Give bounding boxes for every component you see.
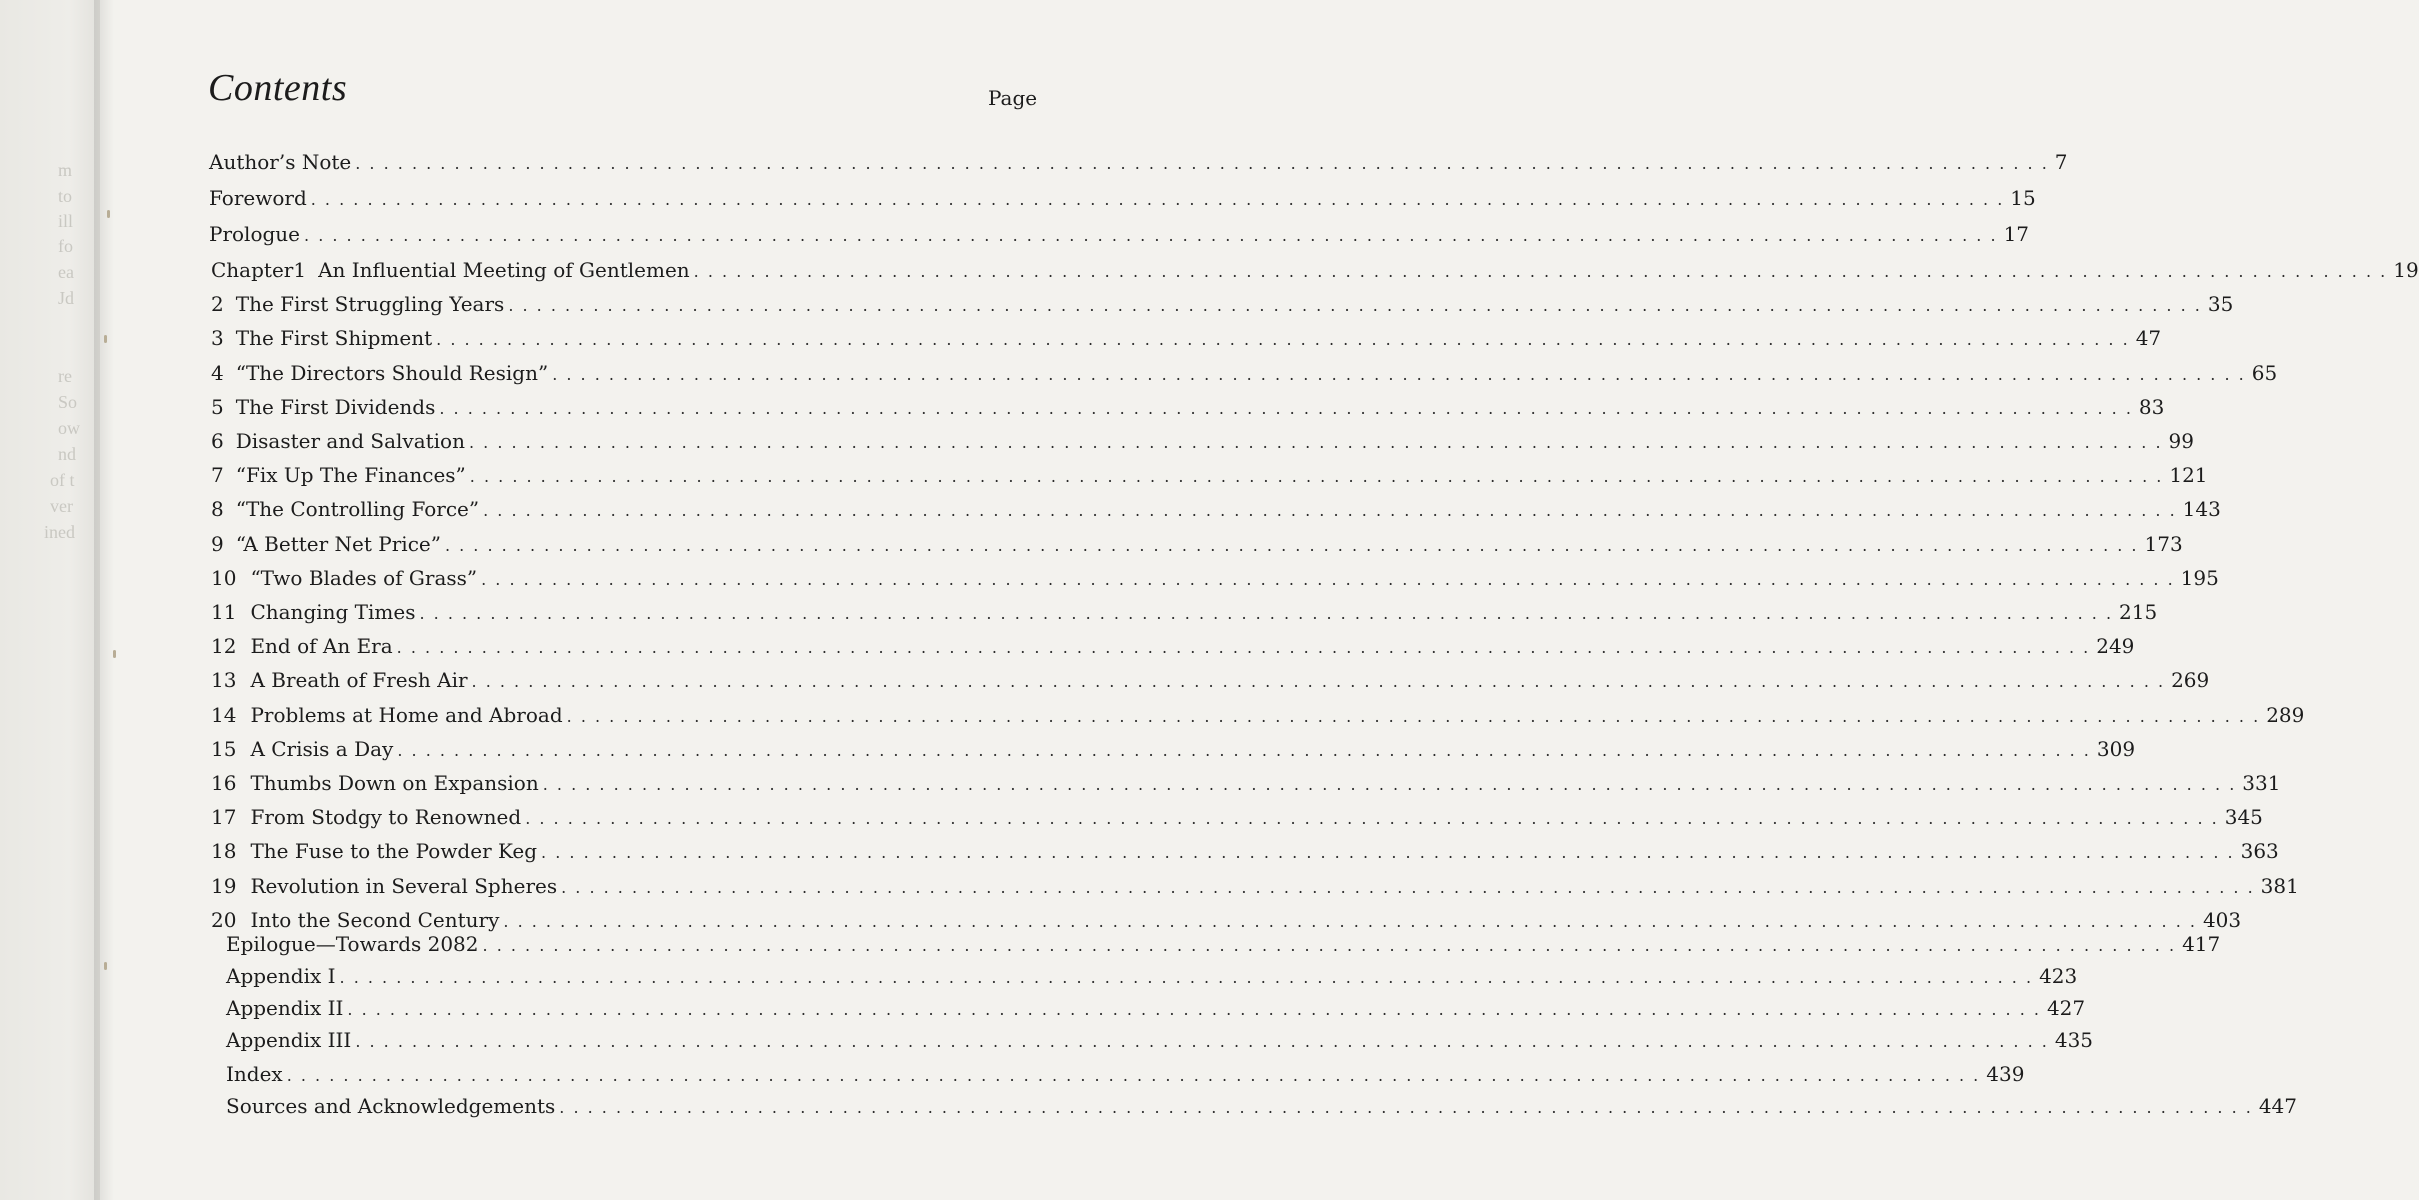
chapter-number: 20 <box>211 908 237 932</box>
dot-leader: . . . . . . . . . . . . . . . . . . . . . . . . . . . . . . . . . . . . . . . . . . . . . . . . . . . . . . . . . . . . . . . . . . . . . . . . . . . . . . . . . . . . . . . . . . . . . . . . . . . . . . . . . . . . . . . . . . . . . . . . <box>561 878 2255 897</box>
toc-page-number: 47 <box>2135 326 2162 350</box>
toc-page-number: 427 <box>2046 996 2086 1020</box>
chapter-number: 5 <box>211 395 224 419</box>
toc-page-number: 363 <box>2240 839 2279 863</box>
toc-entry <box>209 222 2030 246</box>
toc-page-number: 15 <box>2010 186 2036 210</box>
chapter-number: 12 <box>211 634 237 658</box>
chapter-title: “The Directors Should Resign” <box>235 361 549 385</box>
chapter-number: 15 <box>211 737 237 761</box>
toc-page-number: 65 <box>2251 361 2278 385</box>
toc-entry <box>209 186 2036 210</box>
dot-leader: . . . . . . . . . . . . . . . . . . . . . . . . . . . . . . . . . . . . . . . . . . . . . . . . . . . . . . . . . . . . . . . . . . . . . . . . . . . . . . . . . . . . . . . . . . . . . . . . . . . . . . . . . . . . . . . . . . . . . . . . <box>304 226 1998 245</box>
chapter-number: 7 <box>211 463 224 487</box>
toc-entry <box>211 668 2210 692</box>
chapter-title: “The Controlling Force” <box>235 497 480 521</box>
chapter-number: 8 <box>211 497 224 521</box>
toc-page-number: 99 <box>2168 429 2194 453</box>
toc-entry <box>211 839 2279 863</box>
chapter-number: 2 <box>211 292 224 316</box>
chapter-prefix: Chapter <box>211 258 294 282</box>
dot-leader: . . . . . . . . . . . . . . . . . . . . . . . . . . . . . . . . . . . . . . . . . . . . . . . . . . . . . . . . . . . . . . . . . . . . . . . . . . . . . . . . . . . . . . . . . . . . . . . . . . . . . . . . . . . . . . . . . . . . . . . . <box>286 1066 1981 1085</box>
toc-entry <box>209 150 2068 174</box>
toc-page-number: 195 <box>2180 566 2219 590</box>
dot-leader: . . . . . . . . . . . . . . . . . . . . . . . . . . . . . . . . . . . . . . . . . . . . . . . . . . . . . . . . . . . . . . . . . . . . . . . . . . . . . . . . . . . . . . . . . . . . . . . . . . . . . . . . . . . . . . . . . . . . . . . . <box>566 707 2261 726</box>
facing-page-text: So <box>58 392 78 412</box>
toc-page-number: 17 <box>2003 222 2030 246</box>
toc-page-number: 143 <box>2182 497 2221 521</box>
chapter-title: “A Better Net Price” <box>235 532 441 556</box>
toc-page-number: 121 <box>2169 463 2208 487</box>
dot-leader: . . . . . . . . . . . . . . . . . . . . . . . . . . . . . . . . . . . . . . . . . . . . . . . . . . . . . . . . . . . . . . . . . . . . . . . . . . . . . . . . . . . . . . . . . . . . . . . . . . . . . . . . . . . . . . . . . . . . . . . . <box>310 190 2005 209</box>
toc-page-number: 249 <box>2096 634 2135 658</box>
toc-entry-title: Index <box>226 1062 283 1086</box>
chapter-number: 10 <box>211 566 237 590</box>
toc-page-number: 215 <box>2119 600 2158 624</box>
chapter-title: “Fix Up The Finances” <box>235 463 466 487</box>
toc-entry <box>211 634 2135 658</box>
facing-page-text: of t <box>50 470 75 490</box>
chapter-title: Changing Times <box>250 600 416 624</box>
toc-entry <box>211 703 2305 727</box>
chapter-title: Into the Second Century <box>250 908 500 932</box>
dot-leader: . . . . . . . . . . . . . . . . . . . . . . . . . . . . . . . . . . . . . . . . . . . . . . . . . . . . . . . . . . . . . . . . . . . . . . . . . . . . . . . . . . . . . . . . . . . . . . . . . . . . . . . . . . . . . . . . . . . . . . . . <box>355 154 2049 173</box>
dot-leader: . . . . . . . . . . . . . . . . . . . . . . . . . . . . . . . . . . . . . . . . . . . . . . . . . . . . . . . . . . . . . . . . . . . . . . . . . . . . . . . . . . . . . . . . . . . . . . . . . . . . . . . . . . . . . . . . . . . . . . . . <box>483 501 2177 520</box>
toc-entry <box>211 292 2234 316</box>
toc-entry <box>211 497 2221 521</box>
chapter-number: 1 <box>293 258 307 282</box>
toc-entry <box>211 429 2194 453</box>
toc-entry-title: Sources and Acknowledgements <box>226 1094 556 1118</box>
toc-page-number: 417 <box>2182 932 2221 956</box>
toc-entry <box>226 1028 2094 1052</box>
toc-entry-title: Foreword <box>209 186 307 210</box>
chapter-number: 14 <box>211 703 237 727</box>
chapter-number: 17 <box>211 805 237 829</box>
facing-page-text: ill <box>58 211 74 231</box>
dot-leader: . . . . . . . . . . . . . . . . . . . . . . . . . . . . . . . . . . . . . . . . . . . . . . . . . . . . . . . . . . . . . . . . . . . . . . . . . . . . . . . . . . . . . . . . . . . . . . . . . . . . . . . . . . . . . . . . . . . . . . . . <box>693 262 2388 281</box>
facing-page-text: ea <box>58 262 74 282</box>
toc-page-number: 19 <box>2393 258 2419 282</box>
chapter-title: “Two Blades of Grass” <box>250 566 478 590</box>
toc-entry <box>226 932 2221 956</box>
dot-leader: . . . . . . . . . . . . . . . . . . . . . . . . . . . . . . . . . . . . . . . . . . . . . . . . . . . . . . . . . . . . . . . . . . . . . . . . . . . . . . . . . . . . . . . . . . . . . . . . . . . . . . . . . . . . . . . . . . . . . . . . <box>444 536 2139 555</box>
chapter-number: 13 <box>211 668 237 692</box>
toc-page-number: 289 <box>2266 703 2305 727</box>
toc-entry <box>211 463 2208 487</box>
chapter-number: 16 <box>211 771 237 795</box>
toc-entry-title: Author’s Note <box>209 150 352 174</box>
chapter-title: The First Struggling Years <box>235 292 505 316</box>
toc-page-number: 435 <box>2054 1028 2094 1052</box>
chapter-number: 19 <box>211 874 237 898</box>
toc-page-number: 331 <box>2242 771 2281 795</box>
facing-page-text: Jd <box>58 288 75 308</box>
page-title: Contents <box>208 67 348 109</box>
chapter-title: An Influential Meeting of Gentlemen <box>318 258 690 282</box>
facing-page-text: ined <box>44 522 75 542</box>
facing-page-text: to <box>58 186 73 206</box>
dot-leader: . . . . . . . . . . . . . . . . . . . . . . . . . . . . . . . . . . . . . . . . . . . . . . . . . . . . . . . . . . . . . . . . . . . . . . . . . . . . . . . . . . . . . . . . . . . . . . . . . . . . . . . . . . . . . . . . . . . . . . . . <box>525 809 2219 828</box>
toc-entry <box>211 395 2165 419</box>
facing-page-text: fo <box>58 236 73 256</box>
dot-leader: . . . . . . . . . . . . . . . . . . . . . . . . . . . . . . . . . . . . . . . . . . . . . . . . . . . . . . . . . . . . . . . . . . . . . . . . . . . . . . . . . . . . . . . . . . . . . . . . . . . . . . . . . . . . . . . . . . . . . . . . <box>541 843 2235 862</box>
toc-entry <box>226 964 2078 988</box>
dot-leader: . . . . . . . . . . . . . . . . . . . . . . . . . . . . . . . . . . . . . . . . . . . . . . . . . . . . . . . . . . . . . . . . . . . . . . . . . . . . . . . . . . . . . . . . . . . . . . . . . . . . . . . . . . . . . . . . . . . . . . . . <box>468 433 2163 452</box>
chapter-title: A Crisis a Day <box>250 737 394 761</box>
toc-page-number: 423 <box>2039 964 2078 988</box>
toc-entry-title: Appendix I <box>226 964 336 988</box>
toc-entry <box>226 996 2086 1020</box>
chapter-number: 3 <box>211 326 224 350</box>
dot-leader: . . . . . . . . . . . . . . . . . . . . . . . . . . . . . . . . . . . . . . . . . . . . . . . . . . . . . . . . . . . . . . . . . . . . . . . . . . . . . . . . . . . . . . . . . . . . . . . . . . . . . . . . . . . . . . . . . . . . . . . . <box>439 399 2133 418</box>
dot-leader: . . . . . . . . . . . . . . . . . . . . . . . . . . . . . . . . . . . . . . . . . . . . . . . . . . . . . . . . . . . . . . . . . . . . . . . . . . . . . . . . . . . . . . . . . . . . . . . . . . . . . . . . . . . . . . . . . . . . . . . . <box>339 968 2034 987</box>
facing-page-text: ver <box>50 496 73 516</box>
dot-leader: . . . . . . . . . . . . . . . . . . . . . . . . . . . . . . . . . . . . . . . . . . . . . . . . . . . . . . . . . . . . . . . . . . . . . . . . . . . . . . . . . . . . . . . . . . . . . . . . . . . . . . . . . . . . . . . . . . . . . . . . <box>469 467 2164 486</box>
chapter-title: A Breath of Fresh Air <box>250 668 468 692</box>
facing-page-text: m <box>58 160 73 180</box>
facing-page-text: nd <box>58 444 76 464</box>
toc-entry <box>211 566 2219 590</box>
dot-leader: . . . . . . . . . . . . . . . . . . . . . . . . . . . . . . . . . . . . . . . . . . . . . . . . . . . . . . . . . . . . . . . . . . . . . . . . . . . . . . . . . . . . . . . . . . . . . . . . . . . . . . . . . . . . . . . . . . . . . . . . <box>552 365 2246 384</box>
dot-leader: . . . . . . . . . . . . . . . . . . . . . . . . . . . . . . . . . . . . . . . . . . . . . . . . . . . . . . . . . . . . . . . . . . . . . . . . . . . . . . . . . . . . . . . . . . . . . . . . . . . . . . . . . . . . . . . . . . . . . . . . <box>481 570 2175 589</box>
facing-page-text: re <box>58 366 72 386</box>
toc-entry <box>211 532 2183 556</box>
chapter-number: 9 <box>211 532 224 556</box>
toc-entry <box>211 361 2278 385</box>
toc-page-number: 309 <box>2096 737 2136 761</box>
dot-leader: . . . . . . . . . . . . . . . . . . . . . . . . . . . . . . . . . . . . . . . . . . . . . . . . . . . . . . . . . . . . . . . . . . . . . . . . . . . . . . . . . . . . . . . . . . . . . . . . . . . . . . . . . . . . . . . . . . . . . . . . <box>397 741 2091 760</box>
chapter-title: End of An Era <box>250 634 393 658</box>
toc-entry-title: Appendix III <box>226 1028 352 1052</box>
toc-page-number: 447 <box>2258 1094 2298 1118</box>
toc-page-number: 269 <box>2171 668 2210 692</box>
page-column-label: Page <box>988 86 1038 110</box>
chapter-number: 18 <box>211 839 237 863</box>
toc-page-number: 173 <box>2144 532 2183 556</box>
chapter-title: From Stodgy to Renowned <box>250 805 522 829</box>
toc-page-number: 381 <box>2260 874 2299 898</box>
dot-leader: . . . . . . . . . . . . . . . . . . . . . . . . . . . . . . . . . . . . . . . . . . . . . . . . . . . . . . . . . . . . . . . . . . . . . . . . . . . . . . . . . . . . . . . . . . . . . . . . . . . . . . . . . . . . . . . . . . . . . . . . <box>482 936 2177 955</box>
toc-entry <box>211 805 2263 829</box>
chapter-number: 11 <box>211 600 237 624</box>
chapter-title: The First Dividends <box>235 395 436 419</box>
toc-page-number: 7 <box>2054 150 2068 174</box>
dot-leader: . . . . . . . . . . . . . . . . . . . . . . . . . . . . . . . . . . . . . . . . . . . . . . . . . . . . . . . . . . . . . . . . . . . . . . . . . . . . . . . . . . . . . . . . . . . . . . . . . . . . . . . . . . . . . . . . . . . . . . . . <box>347 1000 2041 1019</box>
toc-entry-title: Appendix II <box>226 996 344 1020</box>
toc-entry <box>211 326 2162 350</box>
chapter-title: Revolution in Several Spheres <box>250 874 558 898</box>
chapter-number: 4 <box>211 361 224 385</box>
chapter-title: Disaster and Salvation <box>235 429 465 453</box>
toc-entry <box>226 1094 2298 1118</box>
toc-entry-title: Epilogue—Towards 2082 <box>226 932 479 956</box>
dot-leader: . . . . . . . . . . . . . . . . . . . . . . . . . . . . . . . . . . . . . . . . . . . . . . . . . . . . . . . . . . . . . . . . . . . . . . . . . . . . . . . . . . . . . . . . . . . . . . . . . . . . . . . . . . . . . . . . . . . . . . . . <box>542 775 2237 794</box>
facing-page-text: ow <box>58 418 80 438</box>
toc-page-number: 35 <box>2207 292 2234 316</box>
chapter-title: Thumbs Down on Expansion <box>250 771 539 795</box>
dot-leader: . . . . . . . . . . . . . . . . . . . . . . . . . . . . . . . . . . . . . . . . . . . . . . . . . . . . . . . . . . . . . . . . . . . . . . . . . . . . . . . . . . . . . . . . . . . . . . . . . . . . . . . . . . . . . . . . . . . . . . . . <box>559 1098 2253 1117</box>
dot-leader: . . . . . . . . . . . . . . . . . . . . . . . . . . . . . . . . . . . . . . . . . . . . . . . . . . . . . . . . . . . . . . . . . . . . . . . . . . . . . . . . . . . . . . . . . . . . . . . . . . . . . . . . . . . . . . . . . . . . . . . . <box>419 604 2114 623</box>
toc-page-number: 345 <box>2224 805 2263 829</box>
toc-entry-title: Prologue <box>209 222 301 246</box>
toc-entry <box>211 600 2158 624</box>
toc-entry <box>226 1062 2025 1086</box>
chapter-title: Problems at Home and Abroad <box>250 703 563 727</box>
dot-leader: . . . . . . . . . . . . . . . . . . . . . . . . . . . . . . . . . . . . . . . . . . . . . . . . . . . . . . . . . . . . . . . . . . . . . . . . . . . . . . . . . . . . . . . . . . . . . . . . . . . . . . . . . . . . . . . . . . . . . . . . <box>503 912 2197 931</box>
dot-leader: . . . . . . . . . . . . . . . . . . . . . . . . . . . . . . . . . . . . . . . . . . . . . . . . . . . . . . . . . . . . . . . . . . . . . . . . . . . . . . . . . . . . . . . . . . . . . . . . . . . . . . . . . . . . . . . . . . . . . . . . <box>508 296 2202 315</box>
toc-page-number: 83 <box>2138 395 2165 419</box>
dot-leader: . . . . . . . . . . . . . . . . . . . . . . . . . . . . . . . . . . . . . . . . . . . . . . . . . . . . . . . . . . . . . . . . . . . . . . . . . . . . . . . . . . . . . . . . . . . . . . . . . . . . . . . . . . . . . . . . . . . . . . . . <box>396 638 2091 657</box>
chapter-title: The First Shipment <box>235 326 433 350</box>
toc-entry <box>211 737 2136 761</box>
chapter-title: The Fuse to the Powder Keg <box>250 839 538 863</box>
toc-entry <box>211 258 2419 282</box>
toc-entry <box>211 874 2299 898</box>
dot-leader: . . . . . . . . . . . . . . . . . . . . . . . . . . . . . . . . . . . . . . . . . . . . . . . . . . . . . . . . . . . . . . . . . . . . . . . . . . . . . . . . . . . . . . . . . . . . . . . . . . . . . . . . . . . . . . . . . . . . . . . . <box>436 330 2130 349</box>
chapter-number: 6 <box>211 429 224 453</box>
toc-entry <box>211 908 2242 932</box>
toc-page-number: 403 <box>2202 908 2242 932</box>
toc-entry <box>211 771 2281 795</box>
dot-leader: . . . . . . . . . . . . . . . . . . . . . . . . . . . . . . . . . . . . . . . . . . . . . . . . . . . . . . . . . . . . . . . . . . . . . . . . . . . . . . . . . . . . . . . . . . . . . . . . . . . . . . . . . . . . . . . . . . . . . . . . <box>471 672 2166 691</box>
dot-leader: . . . . . . . . . . . . . . . . . . . . . . . . . . . . . . . . . . . . . . . . . . . . . . . . . . . . . . . . . . . . . . . . . . . . . . . . . . . . . . . . . . . . . . . . . . . . . . . . . . . . . . . . . . . . . . . . . . . . . . . . <box>355 1032 2049 1051</box>
toc-page-number: 439 <box>1986 1062 2025 1086</box>
